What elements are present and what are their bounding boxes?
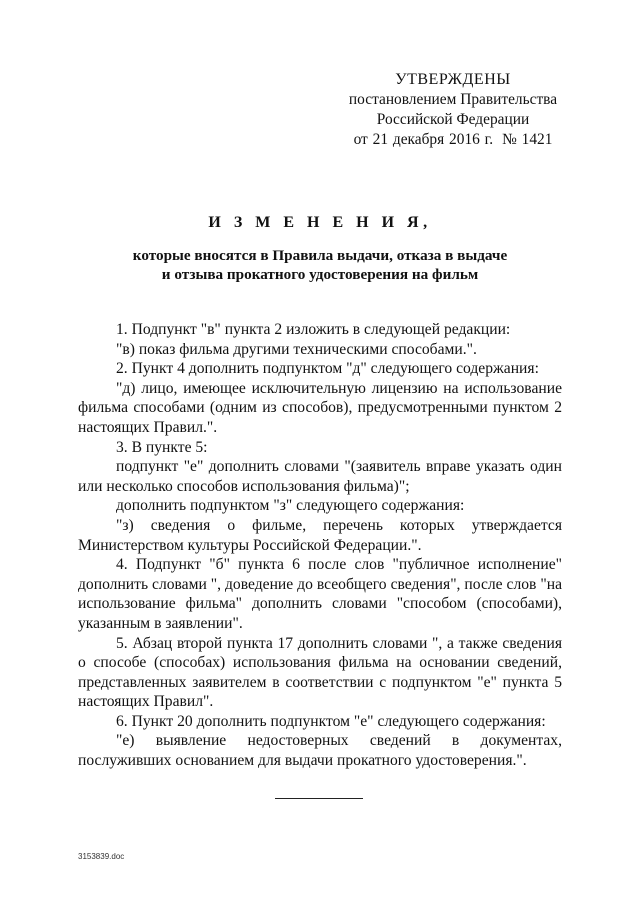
document-subtitle-line-1: которые вносятся в Правила выдачи, отказа в выдаче [132, 247, 508, 264]
paragraph-4: 4. Подпункт "б" пункта 6 после слов "публичное исполнение" дополнить словами ", доведение до всеобщего сведения", после слов "на использование фильма" дополнить словами "способом (способами), указанным в заявлении". [78, 556, 562, 632]
document-subtitle-line-2: и отзыва прокатного удостоверения на фильм [161, 266, 479, 283]
approval-date-line [335, 130, 571, 150]
approval-number: № 1421 [502, 131, 553, 148]
paragraph-2: 2. Пункт 4 дополнить подпунктом "д" следующего содержания: [116, 360, 539, 378]
document-title: И З М Е Н Е Н И Я, [208, 214, 432, 231]
approval-stamp [335, 70, 571, 150]
paragraph-1-text: "в) показ фильма другими техническими способами.". [116, 340, 477, 358]
paragraph-2-text: "д) лицо, имеющее исключительную лицензию на использование фильма способами (одним из способов), предусмотренными пунктом 2 настоящих Правил.". [78, 379, 562, 436]
approval-heading: УТВЕРЖДЕНЫ [395, 71, 511, 88]
paragraph-3-item-z: дополнить подпунктом "з" следующего содержания: [116, 497, 465, 515]
approval-date: от 21 декабря 2016 г. [353, 131, 494, 148]
approval-line-2: Российской Федерации [376, 111, 530, 128]
paragraph-3-item-e: подпункт "е" дополнить словами "(заявитель вправе указать один или несколько способов использования фильма)"; [78, 458, 562, 495]
paragraph-6-text: "е) выявление недостоверных сведений в документах, послуживших основанием для выдачи прокатного удостоверения.". [78, 732, 562, 770]
paragraph-3-item-z-text: "з) сведения о фильме, перечень которых утверждается Министерством культуры Российской Федерации.". [78, 516, 562, 554]
document-file-name: 3153839.doc [78, 852, 125, 861]
paragraph-1: 1. Подпункт "в" пункта 2 изложить в следующей редакции: [116, 321, 511, 338]
document-subtitle [0, 246, 640, 284]
paragraph-3: 3. В пункте 5: [116, 438, 208, 456]
paragraph-5: 5. Абзац второй пункта 17 дополнить словами ", а также сведения о способе (способах) использования фильма на основании сведений, представленных заявителем в соответствии с подпунктом "е" пункта 5 настоящих Правил". [78, 634, 562, 711]
document-body [78, 320, 562, 771]
end-divider [275, 798, 363, 799]
paragraph-6: 6. Пункт 20 дополнить подпунктом "е" следующего содержания: [116, 712, 546, 730]
approval-line-1: постановлением Правительства [348, 91, 558, 108]
